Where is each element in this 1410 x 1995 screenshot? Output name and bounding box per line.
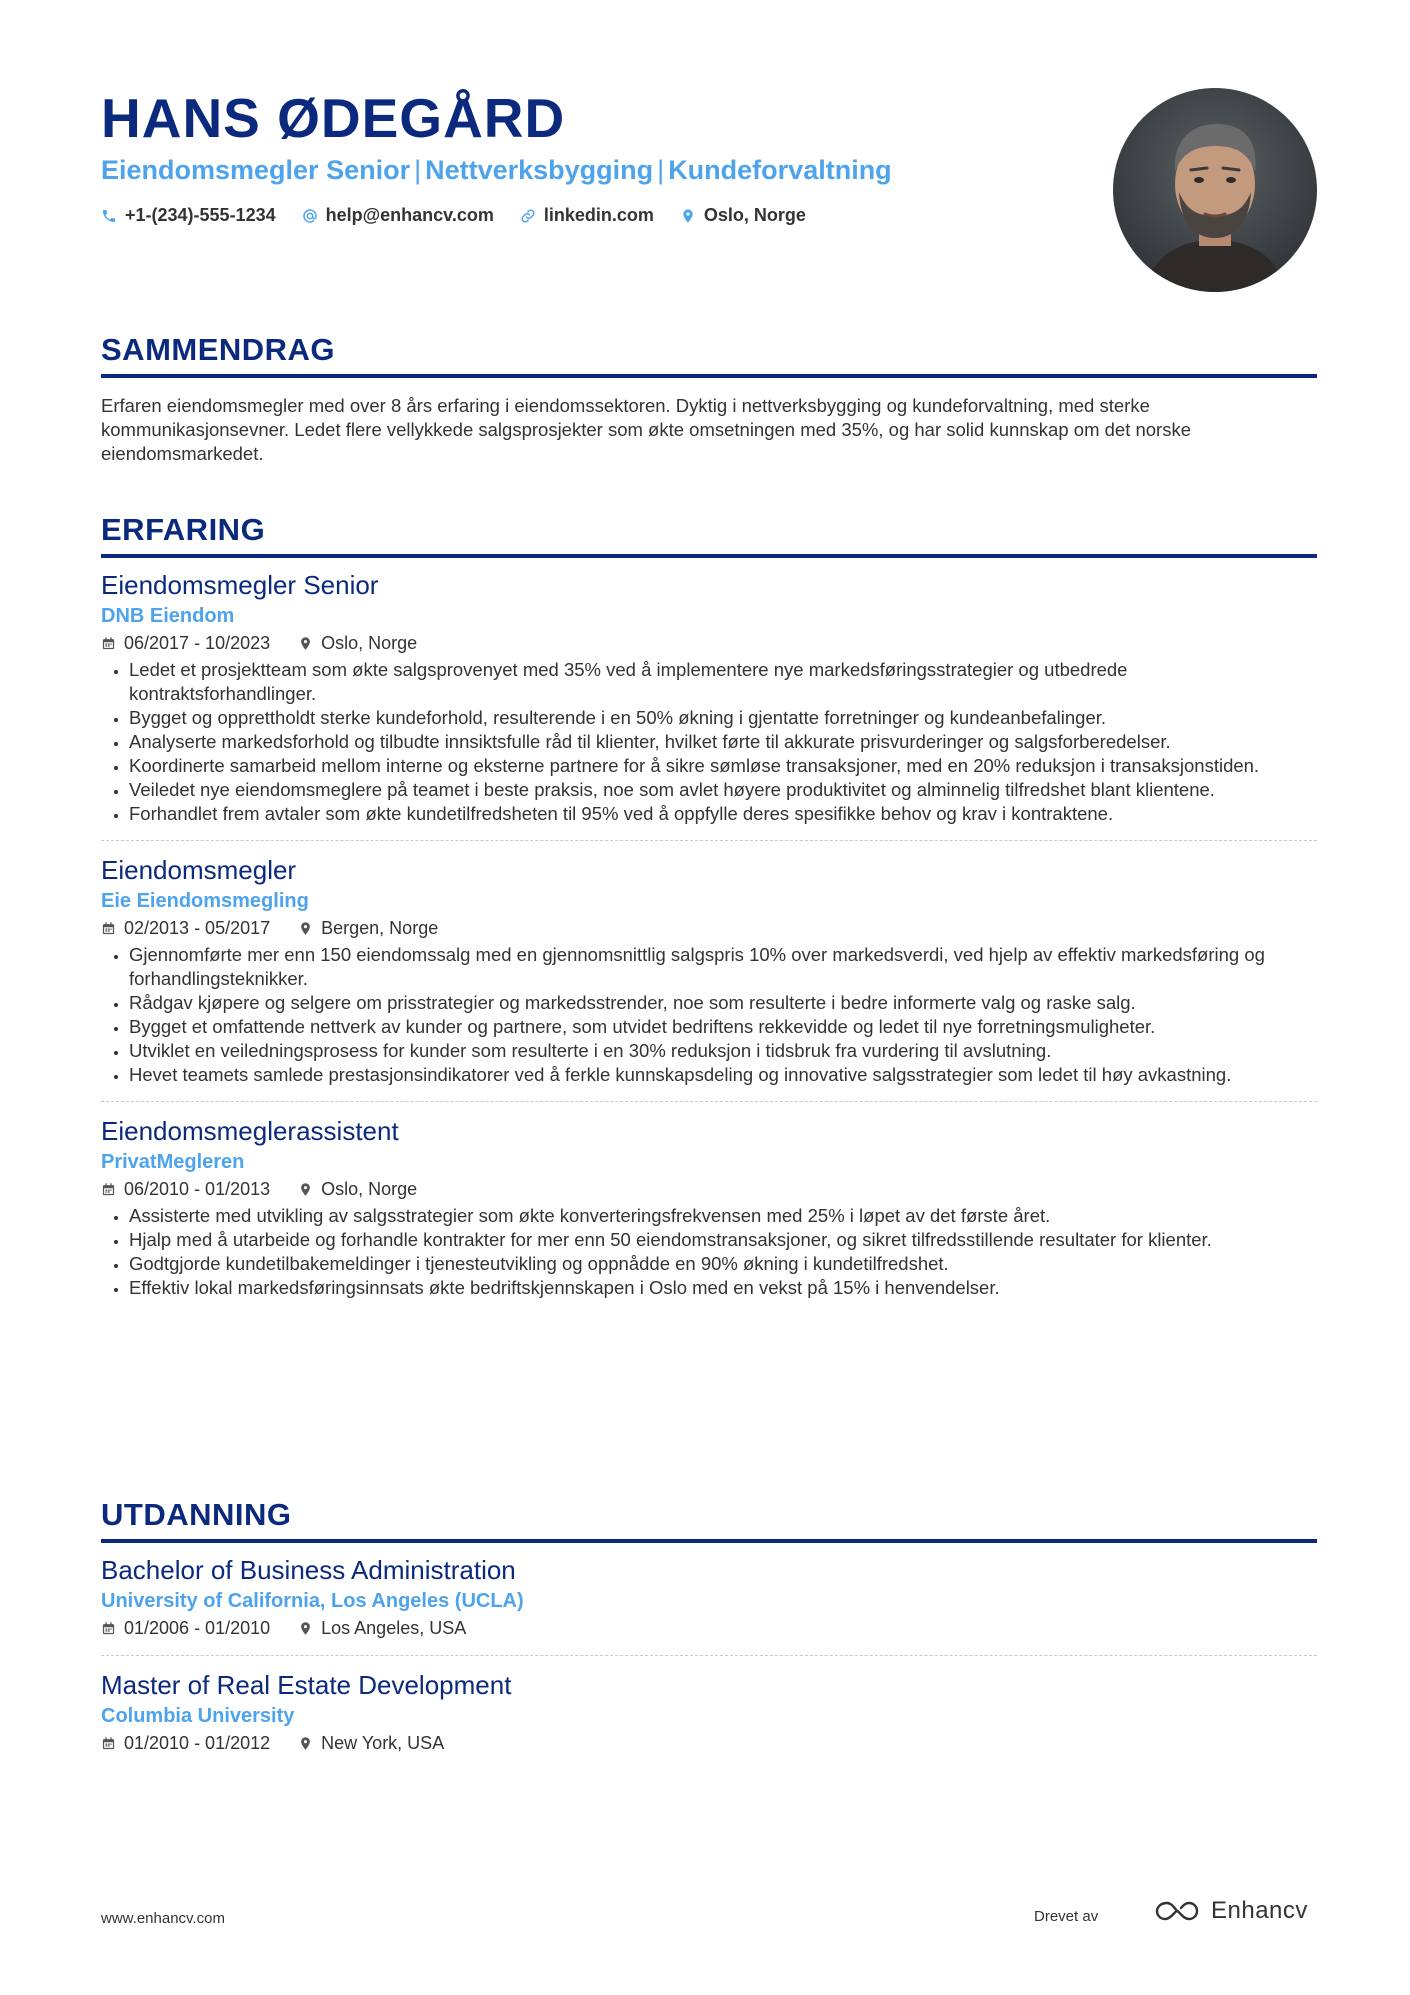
contact-email[interactable]: [302, 205, 494, 226]
dates-text: 06/2010 - 01/2013: [124, 1179, 271, 1199]
location-text: Oslo, Norge: [321, 1179, 418, 1199]
contact-bar: [101, 205, 806, 226]
location-text: New York, USA: [321, 1733, 445, 1753]
education-entry: [101, 1543, 1317, 1641]
list-item: • Veiledet nye eiendomsmeglere på teamet i beste praksis, noe som avlet høyere produktivitet og alminnelig tilfredshet blant klientene.: [129, 778, 1317, 802]
brand-logo[interactable]: [1153, 1897, 1308, 1925]
summary-section: [101, 330, 1317, 466]
footer-url[interactable]: www.enhancv.com: [101, 1910, 225, 1927]
entry-dates: [101, 1176, 270, 1202]
map-pin-icon: [298, 636, 313, 651]
avatar-illustration: [1113, 88, 1317, 292]
list-item: • Assisterte med utvikling av salgsstrategier som økte konverteringsfrekvensen med 25% i løpet av det første året.: [129, 1204, 1317, 1228]
experience-entry: [101, 1101, 1317, 1300]
headline-separator: |: [657, 155, 665, 185]
entry-location: [298, 1176, 417, 1202]
dates-text: 02/2013 - 05/2017: [124, 918, 271, 938]
degree-title: Bachelor of Business Administration: [101, 1555, 516, 1585]
entry-dates: [101, 1730, 270, 1756]
list-item: • Bygget og opprettholdt sterke kundeforhold, resulterende i en 50% økning i gjentatte forretninger og kundeanbefalinger.: [129, 706, 1317, 730]
headline-item: Eiendomsmegler Senior: [101, 155, 411, 185]
list-item: • Koordinerte samarbeid mellom interne og eksterne partnere for å sikre sømløse transaksjoner, med en 20% reduksjon i transaksjonstiden.: [129, 754, 1317, 778]
job-title: Eiendomsmegler: [101, 855, 297, 885]
headline: [101, 152, 892, 188]
list-item: • Analyserte markedsforhold og tilbudte innsiktsfulle råd til klienter, hvilket førte til akkurate prisvurderinger og salgsforberedelser.: [129, 730, 1317, 754]
company-name: PrivatMegleren: [101, 1151, 245, 1173]
at-icon: [302, 208, 318, 224]
map-pin-icon: [298, 1182, 313, 1197]
entry-meta: [101, 1615, 1317, 1641]
resume-header: [101, 0, 1317, 300]
email-text: help@enhancv.com: [325, 205, 494, 225]
entry-dates: [101, 630, 270, 656]
map-pin-icon: [298, 1736, 313, 1751]
headline-separator: |: [414, 155, 422, 185]
candidate-name: HANS ØDEGÅRD: [101, 87, 566, 149]
powered-by-label: Drevet av: [1034, 1908, 1099, 1925]
contact-location: [680, 205, 806, 226]
entry-location: [298, 1615, 466, 1641]
resume-page: [101, 0, 1317, 1753]
linkedin-text: linkedin.com: [543, 205, 654, 225]
experience-entry: [101, 840, 1317, 1087]
dates-text: 01/2006 - 01/2010: [124, 1618, 271, 1638]
list-item: • Gjennomførte mer enn 150 eiendomssalg med en gjennomsnittlig salgspris 10% over markedsverdi, ved hjelp av effektiv markedsføring og forhandlingsteknikker.: [129, 943, 1317, 991]
entry-location: [298, 1730, 444, 1756]
education-section: [101, 1495, 1317, 1756]
summary-title: SAMMENDRAG: [101, 330, 1317, 378]
education-title: UTDANNING: [101, 1495, 1317, 1543]
list-item: • Bygget et omfattende nettverk av kunder og partnere, som utvidet bedriftens rekkevidde og ledet til nye forretningsmuligheter.: [129, 1015, 1317, 1039]
enhancv-logo-icon: [1153, 1899, 1201, 1923]
company-name: DNB Eiendom: [101, 605, 235, 627]
job-title: Eiendomsmegler Senior: [101, 570, 379, 600]
school-name: Columbia University: [101, 1705, 295, 1727]
dates-text: 01/2010 - 01/2012: [124, 1733, 271, 1753]
entry-location: [298, 915, 438, 941]
summary-text: Erfaren eiendomsmegler med over 8 års erfaring i eiendomssektoren. Dyktig i nettverksbygging og kundeforvaltning, med sterke kommunikasjonsevner. Ledet flere vellykkede salgsprosjekter som økte omsetningen med 35%, og har solid kunnskap om det norske eiendomsmarkedet.: [101, 395, 1192, 464]
achievement-list: [101, 1204, 1317, 1300]
location-text: Los Angeles, USA: [321, 1618, 467, 1638]
entry-dates: [101, 915, 270, 941]
list-item: • Hjalp med å utarbeide og forhandle kontrakter for mer enn 50 eiendomstransaksjoner, og sikret tilfredsstillende resultater for klienter.: [129, 1228, 1317, 1252]
calendar-icon: [101, 1621, 116, 1636]
achievement-list: [101, 943, 1317, 1087]
list-item: • Ledet et prosjektteam som økte salgsprovenyet med 35% ved å implementere nye markedsføringsstrategier og utbedrede kontraktsforhandlinger.: [129, 658, 1317, 706]
map-pin-icon: [680, 208, 696, 224]
experience-entry: [101, 558, 1317, 826]
calendar-icon: [101, 921, 116, 936]
experience-section: [101, 510, 1317, 1300]
job-title: Eiendomsmeglerassistent: [101, 1116, 399, 1146]
entry-meta: [101, 915, 1317, 941]
profile-photo: [1113, 88, 1317, 292]
entry-meta: [101, 1730, 1317, 1756]
school-name: University of California, Los Angeles (UCLA): [101, 1590, 524, 1612]
location-text: Bergen, Norge: [321, 918, 439, 938]
calendar-icon: [101, 1182, 116, 1197]
location-text: Oslo, Norge: [703, 205, 806, 225]
list-item: • Forhandlet frem avtaler som økte kundetilfredsheten til 95% ved å oppfylle deres spesifikke behov og krav i kontraktene.: [129, 802, 1317, 826]
headline-item: Nettverksbygging: [425, 155, 654, 185]
headline-item: Kundeforvaltning: [668, 155, 892, 185]
phone-icon: [101, 208, 117, 224]
company-name: Eie Eiendomsmegling: [101, 890, 309, 912]
list-item: • Hevet teamets samlede prestasjonsindikatorer ved å ferkle kunnskapsdeling og innovative salgsstrategier som ledet til høy avkastning.: [129, 1063, 1317, 1087]
entry-dates: [101, 1615, 270, 1641]
list-item: • Rådgav kjøpere og selgere om prisstrategier og markedsstrender, noe som resulterte i bedre informerte valg og raske salg.: [129, 991, 1317, 1015]
achievement-list: [101, 658, 1317, 826]
degree-title: Master of Real Estate Development: [101, 1670, 512, 1700]
calendar-icon: [101, 636, 116, 651]
contact-linkedin[interactable]: [520, 205, 654, 226]
entry-meta: [101, 630, 1317, 656]
calendar-icon: [101, 1736, 116, 1751]
list-item: • Godtgjorde kundetilbakemeldinger i tjenesteutvikling og oppnådde en 90% økning i kundetilfredshet.: [129, 1252, 1317, 1276]
list-item: • Utviklet en veiledningsprosess for kunder som resulterte i en 30% reduksjon i tidsbruk fra vurdering til avslutning.: [129, 1039, 1317, 1063]
map-pin-icon: [298, 921, 313, 936]
list-item: • Effektiv lokal markedsføringsinnsats økte bedriftskjennskapen i Oslo med en vekst på 15% i henvendelser.: [129, 1276, 1317, 1300]
contact-phone[interactable]: [101, 205, 276, 226]
location-text: Oslo, Norge: [321, 633, 418, 653]
link-icon: [520, 208, 536, 224]
phone-text: +1-(234)-555-1234: [125, 205, 276, 225]
dates-text: 06/2017 - 10/2023: [124, 633, 271, 653]
education-entry: [101, 1655, 1317, 1756]
entry-meta: [101, 1176, 1317, 1202]
entry-location: [298, 630, 417, 656]
experience-title: ERFARING: [101, 510, 1317, 558]
brand-name: Enhancv: [1211, 1897, 1308, 1924]
map-pin-icon: [298, 1621, 313, 1636]
